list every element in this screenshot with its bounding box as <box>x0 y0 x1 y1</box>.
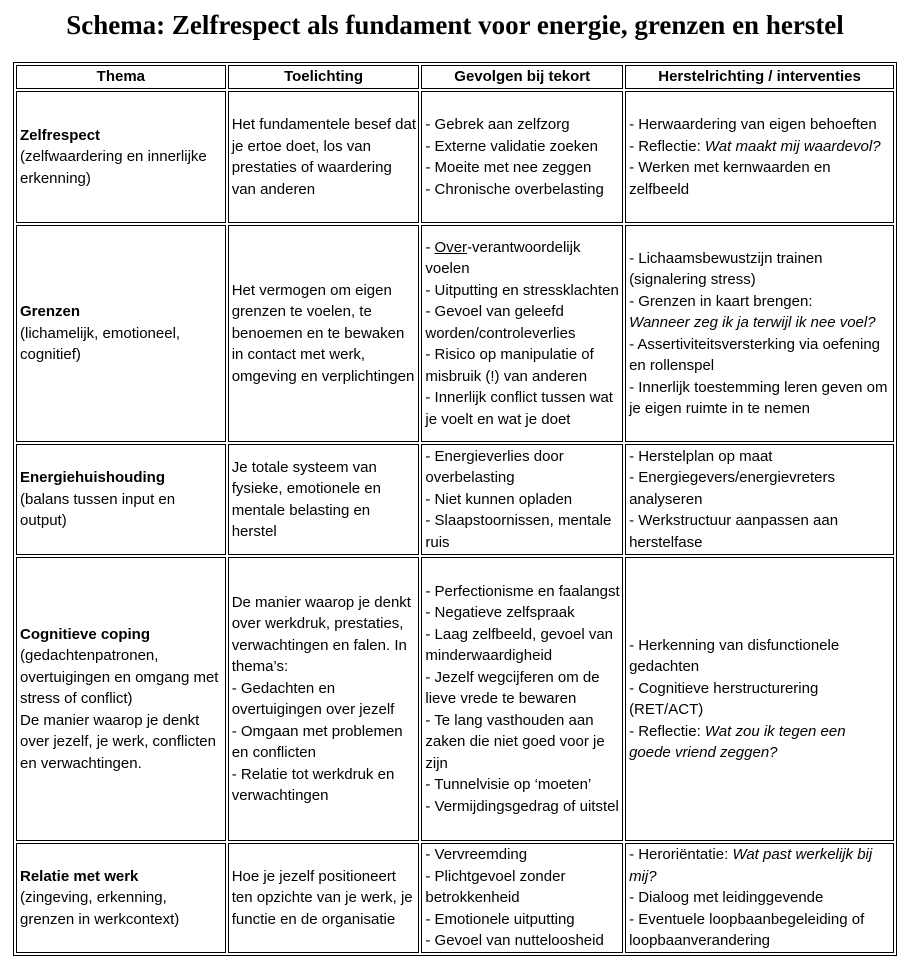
header-row <box>16 65 894 89</box>
interventions-cell <box>625 225 894 442</box>
list-item: - Gedachten en overtuigingen over jezelf <box>231 679 395 718</box>
explanation-cell: Hoe je jezelf positioneert ten opzichte van je werk, je functie en de organisatie <box>228 843 420 953</box>
list-item: - Herwaardering van eigen behoeften <box>629 116 877 133</box>
list-item: - Relatie tot werkdruk en verwachtingen <box>231 765 395 804</box>
theme-cell <box>16 843 226 953</box>
list-item <box>629 844 891 887</box>
explanation-text: De manier waarop je denkt over werkdruk, prestaties, verwachtingen en falen. In thema’s: <box>231 593 411 675</box>
list-item: - Herstelplan op maat <box>629 447 773 465</box>
list-item: - Vermijdingsgedrag of uitstel <box>425 797 619 815</box>
header-interventies: Herstelrichting / interventies <box>625 65 894 89</box>
theme-name: Grenzen <box>20 303 81 321</box>
list-item: - Dialoog met leidinggevende <box>629 889 824 906</box>
explanation-cell: Het fundamentele besef dat je ertoe doet, los van prestaties of waardering van anderen <box>228 91 420 223</box>
list-item <box>629 136 891 158</box>
list-item: - Perfectionisme en faalangst <box>425 582 620 600</box>
theme-cell <box>16 91 226 223</box>
list-item: - Innerlijk toestemming leren geven om je eigen ruimte in te nemen <box>629 378 888 417</box>
reflection-prefix: - Reflectie: <box>629 722 705 740</box>
list-item: - Grenzen in kaart brengen: <box>629 292 813 310</box>
list-item: - Cognitieve herstructurering (RET/ACT) <box>629 679 819 718</box>
consequences-cell <box>421 91 623 223</box>
list-item: - Te lang vasthouden aan zaken die niet goed voor je zijn <box>425 711 605 772</box>
theme-cell <box>16 557 226 841</box>
list-item: - Slaapstoornissen, mentale ruis <box>425 512 612 551</box>
list-item: - Lichaamsbewustzijn trainen (signalering stress) <box>629 249 823 288</box>
reflection-prefix: - Heroriëntatie: <box>629 846 733 863</box>
list-item: - Chronische overbelasting <box>425 180 604 198</box>
list-item: - Eventuele loopbaanbegeleiding of loopbaanverandering <box>629 910 865 949</box>
list-item: - Werken met kernwaarden en zelfbeeld <box>629 159 831 198</box>
reflection-question: Wat zou ik tegen een goede vriend zeggen? <box>629 722 846 761</box>
list-item: - Herkenning van disfunctionele gedachten <box>629 636 840 675</box>
list-item: - Emotionele uitputting <box>425 910 575 928</box>
list-item: - Jezelf wegcijferen om de lieve vrede te bewaren <box>425 668 600 708</box>
reflection-prefix: - Reflectie: <box>629 137 705 155</box>
consequences-cell <box>421 444 623 555</box>
theme-name: Relatie met werk <box>20 867 139 885</box>
page-title: Schema: Zelfrespect als fundament voor energie, grenzen en herstel <box>66 10 844 40</box>
header-gevolgen: Gevolgen bij tekort <box>421 65 623 89</box>
header-thema: Thema <box>16 65 226 89</box>
list-item: - Innerlijk conflict tussen wat je voelt en wat je doet <box>425 389 613 428</box>
list-item: - Vervreemding <box>425 846 528 863</box>
interventions-cell <box>625 557 894 841</box>
list-item <box>425 237 620 280</box>
theme-subtitle: output) <box>20 512 67 530</box>
list-item: - Tunnelvisie op ‘moeten’ <box>425 776 592 794</box>
interventions-cell <box>625 843 894 953</box>
table-row <box>16 91 894 223</box>
list-item: - Laag zelfbeeld, gevoel van minderwaardigheid <box>425 625 614 665</box>
theme-cell <box>16 225 226 442</box>
interventions-cell <box>625 91 894 223</box>
table-row <box>16 225 894 442</box>
reflection-question: Wat maakt mij waardevol? <box>704 137 881 155</box>
table-row <box>16 444 894 555</box>
schema-table <box>13 62 897 956</box>
consequences-cell <box>421 225 623 442</box>
consequences-cell <box>421 557 623 841</box>
theme-subtitle: (zingeving, erkenning, grenzen in werkcontext) <box>20 889 180 928</box>
theme-description: De manier waarop je denkt over jezelf, je werk, conflicten en verwachtingen. <box>20 711 216 772</box>
theme-subtitle: (lichamelijk, emotioneel, <box>20 324 181 342</box>
explanation-cell: Je totale systeem van fysieke, emotionele en mentale belasting en herstel <box>228 444 420 555</box>
word-rest: -verantwoordelijk voelen <box>425 238 581 278</box>
theme-cell <box>16 444 226 555</box>
list-item: - Energiegevers/energievreters analyseren <box>629 469 835 508</box>
table-row <box>16 843 894 953</box>
theme-name: Zelfrespect <box>20 126 101 144</box>
explanation-cell: Het vermogen om eigen grenzen te voelen, te benoemen en te bewaken in contact met werk, omgeving en verplichtingen <box>228 225 420 442</box>
theme-subtitle: cognitief) <box>20 346 81 364</box>
list-item: - Omgaan met problemen en conflicten <box>231 722 403 761</box>
header-toelichting: Toelichting <box>228 65 420 89</box>
list-item <box>629 721 891 764</box>
consequences-cell <box>421 843 623 953</box>
list-item: - Energieverlies door overbelasting <box>425 447 564 487</box>
list-item: - Risico op manipulatie of misbruik (!) van anderen <box>425 346 594 385</box>
list-item: - Niet kunnen opladen <box>425 490 573 508</box>
interventions-cell <box>625 444 894 555</box>
theme-subtitle: erkenning) <box>20 169 91 187</box>
theme-name: Cognitieve coping <box>20 625 151 643</box>
underlined-word: Over <box>434 238 468 256</box>
list-item: - Externe validatie zoeken <box>425 137 598 155</box>
list-item: - Uitputting en stressklachten <box>425 281 619 299</box>
list-item: - Gebrek aan zelfzorg <box>425 116 570 133</box>
list-item: - Plichtgevoel zonder betrokkenheid <box>425 867 566 906</box>
list-item: - Negatieve zelfspraak <box>425 604 575 622</box>
theme-subtitle: (gedachtenpatronen, overtuigingen en omgang met stress of conflict) <box>20 647 219 708</box>
list-item: - Assertiviteitsversterking via oefening en rollenspel <box>629 335 881 374</box>
reflection-question: Wanneer zeg ik ja terwijl ik nee voel? <box>629 314 876 331</box>
list-item: - Moeite met nee zeggen <box>425 159 592 176</box>
theme-name: Energiehuishouding <box>20 469 165 487</box>
list-item: - Gevoel van geleefd worden/controleverlies <box>425 303 576 342</box>
table-row <box>16 557 894 841</box>
explanation-cell <box>228 557 420 841</box>
reflection-question: Wat past werkelijk bij mij? <box>629 846 873 885</box>
theme-subtitle: (balans tussen input en <box>20 490 176 508</box>
list-item: - Werkstructuur aanpassen aan herstelfase <box>629 512 839 551</box>
list-item: - Gevoel van nutteloosheid <box>425 932 604 949</box>
dash: - <box>425 238 435 256</box>
theme-subtitle: (zelfwaardering en innerlijke <box>20 148 207 166</box>
